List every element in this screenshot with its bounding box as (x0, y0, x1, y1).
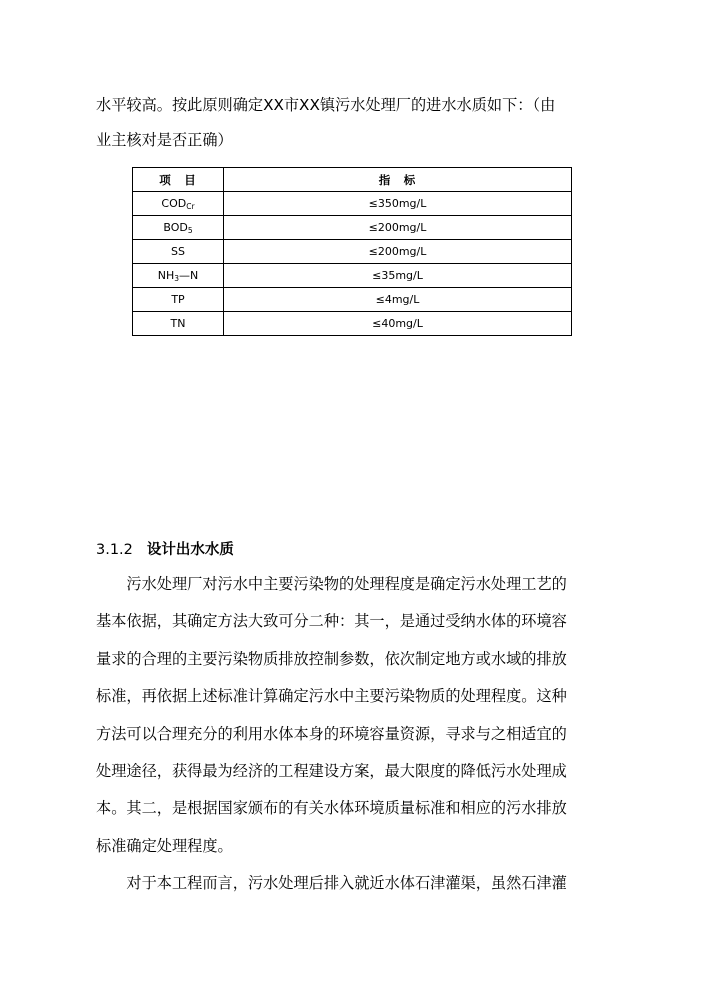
intro-line-2: 业主核对是否正确） (96, 131, 233, 149)
pollutant-cell: TP (133, 288, 224, 312)
table-header-row (133, 168, 572, 192)
paragraph-line: 对于本工程而言，污水处理后排入就近水体石津灌渠，虽然石津灌 (96, 874, 567, 892)
paragraph-line: 标准，再依据上述标准计算确定污水中主要污染物质的处理程度。这种 (96, 687, 567, 705)
pollutant-cell: TN (133, 312, 224, 336)
pollutant-cell: $COD_{Cr}$ (133, 192, 224, 216)
table-row (133, 216, 572, 240)
value-cell: ≤200mg/L (224, 240, 572, 264)
header-item: 项 目 (133, 168, 224, 192)
table-row (133, 264, 572, 288)
value-cell: ≤200mg/L (224, 216, 572, 240)
paragraph-line: 方法可以合理充分的利用水体本身的环境容量资源，寻求与之相适宜的 (96, 725, 567, 743)
header-index: 指 标 (224, 168, 572, 192)
pollutant-cell: SS (133, 240, 224, 264)
paragraph-line: 处理途径，获得最为经济的工程建设方案，最大限度的降低污水处理成 (96, 762, 567, 780)
value-cell: ≤40mg/L (224, 312, 572, 336)
section-number: 3.1.2 (96, 542, 133, 558)
paragraph-line: 基本依据，其确定方法大致可分二种：其一，是通过受纳水体的环境容 (96, 612, 567, 630)
section-title: 设计出水水质 (146, 542, 234, 558)
table-row (133, 240, 572, 264)
influent-quality-table (132, 167, 572, 336)
pollutant-cell: $NH_3—N$ (133, 264, 224, 288)
value-cell: ≤35mg/L (224, 264, 572, 288)
paragraph-line: 量求的合理的主要污染物质排放控制参数，依次制定地方或水域的排放 (96, 650, 567, 668)
table-row (133, 288, 572, 312)
section-heading (96, 538, 234, 559)
intro-line-1: 水平较高。按此原则确定XX市XX镇污水处理厂的进水水质如下：（由 (96, 96, 556, 114)
paragraph-line: 污水处理厂对污水中主要污染物的处理程度是确定污水处理工艺的 (96, 575, 567, 593)
value-cell: ≤4mg/L (224, 288, 572, 312)
table-row (133, 192, 572, 216)
paragraph-line: 标准确定处理程度。 (96, 837, 233, 855)
table-row (133, 312, 572, 336)
paragraph-line: 本。其二，是根据国家颁布的有关水体环境质量标准和相应的污水排放 (96, 799, 567, 817)
pollutant-cell: $BOD_5$ (133, 216, 224, 240)
value-cell: ≤350mg/L (224, 192, 572, 216)
